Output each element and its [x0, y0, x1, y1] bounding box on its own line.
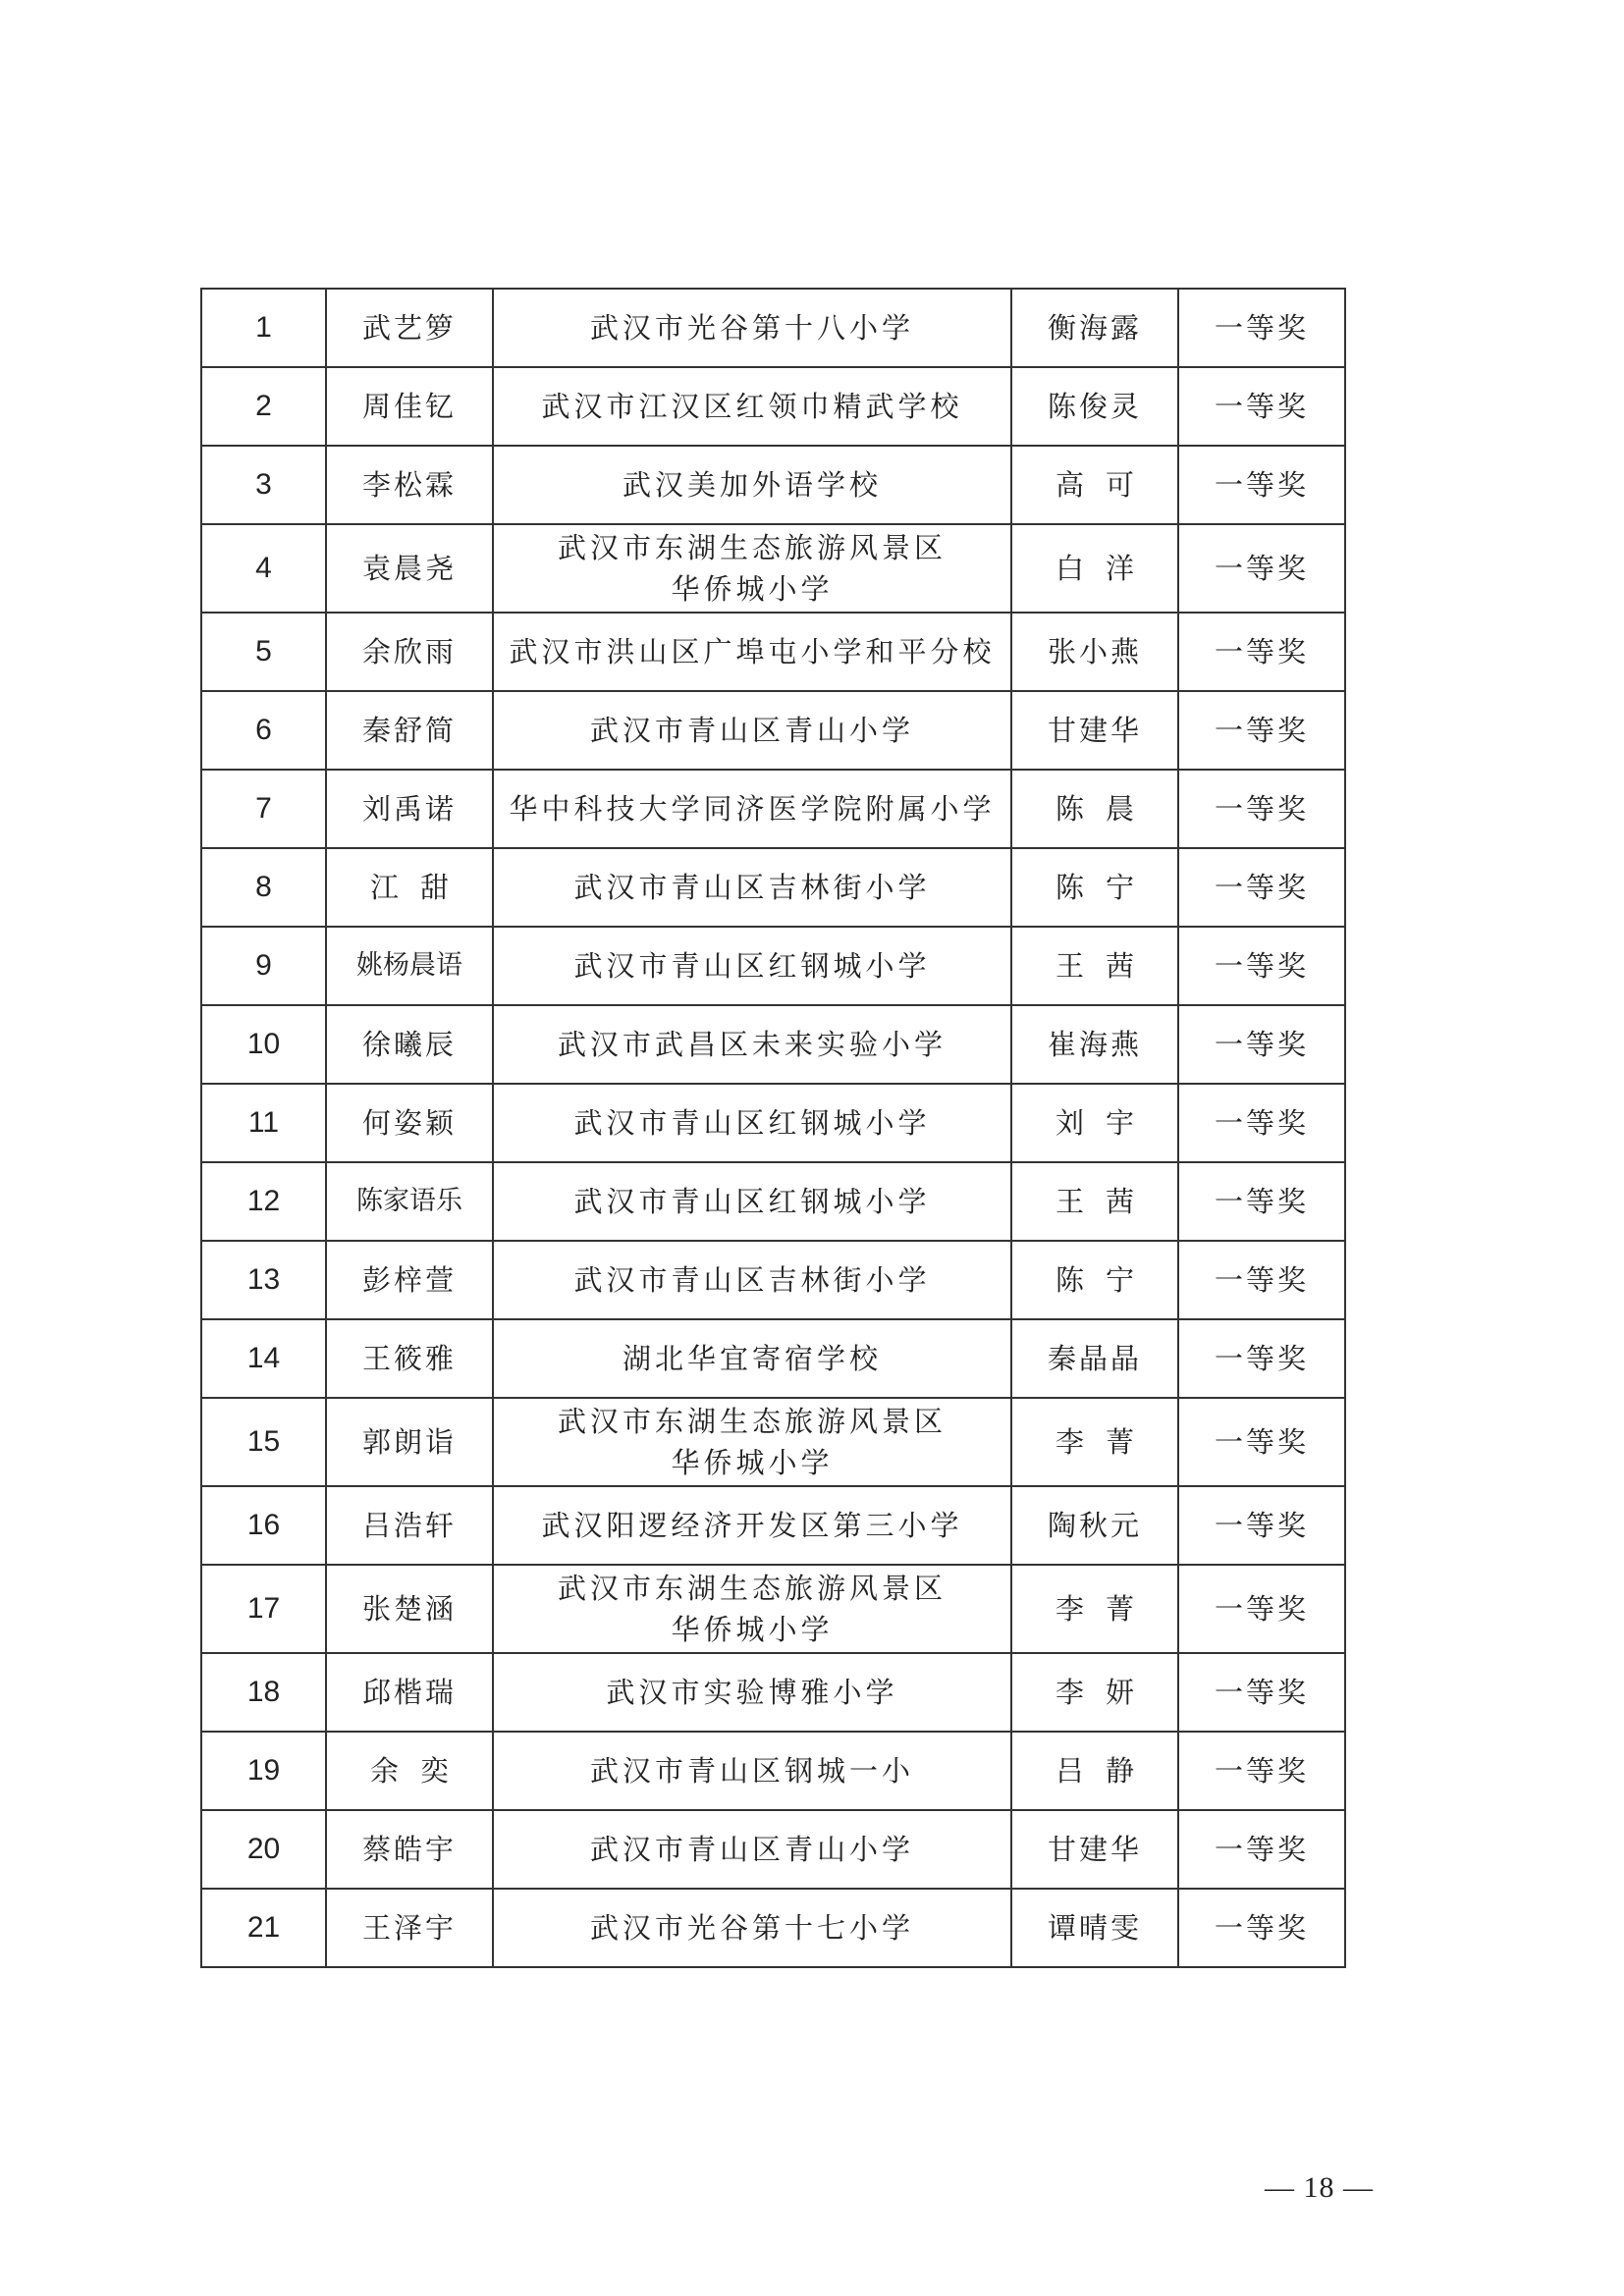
- teacher-name-cell: 王茜: [1011, 927, 1178, 1005]
- award-level-cell: 一等奖: [1178, 770, 1345, 848]
- school-cell: [493, 1889, 1011, 1967]
- school-name-line: 武汉市东湖生态旅游风景区: [557, 1572, 947, 1605]
- teacher-name-cell: 谭晴雯: [1011, 1889, 1178, 1967]
- teacher-name-cell: 高可: [1011, 446, 1178, 524]
- award-level-cell: 一等奖: [1178, 1162, 1345, 1241]
- teacher-name-cell: 甘建华: [1011, 1810, 1178, 1889]
- table-row: [201, 1084, 1345, 1162]
- student-name-cell: 徐曦辰: [326, 1005, 493, 1084]
- teacher-name-cell: 崔海燕: [1011, 1005, 1178, 1084]
- school-name-line: 武汉市洪山区广埠屯小学和平分校: [509, 635, 996, 668]
- table-row: [201, 446, 1345, 524]
- row-number-cell: 9: [201, 927, 326, 1005]
- student-name-cell: 陈家语乐: [326, 1162, 493, 1241]
- school-name-line: 武汉市青山区红钢城小学: [573, 949, 931, 983]
- school-cell: [493, 1565, 1011, 1653]
- table-row: [201, 1810, 1345, 1889]
- teacher-name-cell: 张小燕: [1011, 613, 1178, 691]
- teacher-name-cell: 吕静: [1011, 1732, 1178, 1810]
- school-name-line: 华侨城小学: [671, 1446, 834, 1479]
- row-number-cell: 1: [201, 289, 326, 367]
- page-number: — 18 —: [1265, 2171, 1374, 2204]
- award-level-cell: 一等奖: [1178, 927, 1345, 1005]
- award-level-cell: 一等奖: [1178, 613, 1345, 691]
- school-name-line: 武汉市实验博雅小学: [606, 1676, 898, 1709]
- award-level-cell: 一等奖: [1178, 367, 1345, 446]
- table-body: [201, 289, 1345, 1967]
- school-cell: [493, 1398, 1011, 1486]
- teacher-name-cell: 陈俊灵: [1011, 367, 1178, 446]
- teacher-name-cell: 秦晶晶: [1011, 1319, 1178, 1398]
- award-level-cell: 一等奖: [1178, 1398, 1345, 1486]
- table-row: [201, 1319, 1345, 1398]
- table-row: [201, 848, 1345, 927]
- school-cell: [493, 1241, 1011, 1319]
- table-row: [201, 691, 1345, 770]
- row-number-cell: 2: [201, 367, 326, 446]
- award-level-cell: 一等奖: [1178, 1319, 1345, 1398]
- school-name-line: 湖北华宜寄宿学校: [622, 1342, 882, 1375]
- school-cell: [493, 848, 1011, 927]
- table-row: [201, 289, 1345, 367]
- school-name-line: 武汉市青山区钢城一小: [589, 1754, 914, 1788]
- student-name-cell: 秦舒简: [326, 691, 493, 770]
- row-number-cell: 16: [201, 1486, 326, 1565]
- row-number-cell: 17: [201, 1565, 326, 1653]
- award-level-cell: 一等奖: [1178, 1810, 1345, 1889]
- school-cell: [493, 1653, 1011, 1732]
- student-name-cell: 邱楷瑞: [326, 1653, 493, 1732]
- teacher-name-cell: 刘宇: [1011, 1084, 1178, 1162]
- teacher-name-cell: 甘建华: [1011, 691, 1178, 770]
- student-name-cell: 彭梓萱: [326, 1241, 493, 1319]
- row-number-cell: 21: [201, 1889, 326, 1967]
- school-name-line: 武汉美加外语学校: [622, 468, 882, 502]
- school-name-line: 武汉市东湖生态旅游风景区: [557, 531, 947, 564]
- student-name-cell: 余奕: [326, 1732, 493, 1810]
- student-name-cell: 张楚涵: [326, 1565, 493, 1653]
- school-name-line: 武汉市武昌区未来实验小学: [557, 1028, 947, 1061]
- school-cell: [493, 1005, 1011, 1084]
- student-name-cell: 武艺箩: [326, 289, 493, 367]
- award-level-cell: 一等奖: [1178, 446, 1345, 524]
- row-number-cell: 8: [201, 848, 326, 927]
- school-cell: [493, 1319, 1011, 1398]
- row-number-cell: 10: [201, 1005, 326, 1084]
- row-number-cell: 20: [201, 1810, 326, 1889]
- table-row: [201, 1486, 1345, 1565]
- school-name-line: 武汉阳逻经济开发区第三小学: [541, 1509, 963, 1542]
- school-cell: [493, 1084, 1011, 1162]
- school-cell: [493, 1810, 1011, 1889]
- student-name-cell: 江甜: [326, 848, 493, 927]
- student-name-cell: 郭朗诣: [326, 1398, 493, 1486]
- school-name-line: 武汉市光谷第十八小学: [589, 311, 914, 345]
- award-level-cell: 一等奖: [1178, 1889, 1345, 1967]
- row-number-cell: 15: [201, 1398, 326, 1486]
- award-level-cell: 一等奖: [1178, 1241, 1345, 1319]
- award-level-cell: 一等奖: [1178, 848, 1345, 927]
- teacher-name-cell: 陶秋元: [1011, 1486, 1178, 1565]
- student-name-cell: 袁晨尧: [326, 524, 493, 613]
- teacher-name-cell: 李菁: [1011, 1398, 1178, 1486]
- award-level-cell: 一等奖: [1178, 1565, 1345, 1653]
- teacher-name-cell: 李妍: [1011, 1653, 1178, 1732]
- school-cell: [493, 613, 1011, 691]
- table-row: [201, 1241, 1345, 1319]
- table-row: [201, 1398, 1345, 1486]
- award-level-cell: 一等奖: [1178, 1732, 1345, 1810]
- table-row: [201, 367, 1345, 446]
- row-number-cell: 6: [201, 691, 326, 770]
- table-row: [201, 1005, 1345, 1084]
- student-name-cell: 吕浩轩: [326, 1486, 493, 1565]
- teacher-name-cell: 陈晨: [1011, 770, 1178, 848]
- school-cell: [493, 1732, 1011, 1810]
- school-name-line: 华中科技大学同济医学院附属小学: [509, 792, 996, 826]
- teacher-name-cell: 陈宁: [1011, 1241, 1178, 1319]
- school-name-line: 武汉市江汉区红领巾精武学校: [541, 390, 963, 423]
- student-name-cell: 王筱雅: [326, 1319, 493, 1398]
- student-name-cell: 刘禹诺: [326, 770, 493, 848]
- teacher-name-cell: 王茜: [1011, 1162, 1178, 1241]
- teacher-name-cell: 白洋: [1011, 524, 1178, 613]
- award-level-cell: 一等奖: [1178, 1005, 1345, 1084]
- student-name-cell: 蔡皓宇: [326, 1810, 493, 1889]
- student-name-cell: 王泽宇: [326, 1889, 493, 1967]
- school-cell: [493, 927, 1011, 1005]
- row-number-cell: 4: [201, 524, 326, 613]
- school-name-line: 华侨城小学: [671, 572, 834, 606]
- table-row: [201, 1653, 1345, 1732]
- award-level-cell: 一等奖: [1178, 691, 1345, 770]
- award-level-cell: 一等奖: [1178, 1486, 1345, 1565]
- award-level-cell: 一等奖: [1178, 289, 1345, 367]
- table-row: [201, 770, 1345, 848]
- school-name-line: 武汉市青山区青山小学: [589, 1833, 914, 1866]
- school-name-line: 武汉市青山区青山小学: [589, 714, 914, 747]
- table-row: [201, 1732, 1345, 1810]
- school-cell: [493, 691, 1011, 770]
- school-cell: [493, 1486, 1011, 1565]
- row-number-cell: 11: [201, 1084, 326, 1162]
- row-number-cell: 18: [201, 1653, 326, 1732]
- table-row: [201, 1565, 1345, 1653]
- school-cell: [493, 770, 1011, 848]
- student-name-cell: 周佳钇: [326, 367, 493, 446]
- row-number-cell: 3: [201, 446, 326, 524]
- school-name-line: 武汉市青山区红钢城小学: [573, 1185, 931, 1218]
- row-number-cell: 13: [201, 1241, 326, 1319]
- student-name-cell: 何姿颖: [326, 1084, 493, 1162]
- table-row: [201, 524, 1345, 613]
- award-level-cell: 一等奖: [1178, 1084, 1345, 1162]
- school-name-line: 武汉市青山区吉林街小学: [573, 1263, 931, 1297]
- school-name-line: 武汉市光谷第十七小学: [589, 1911, 914, 1945]
- school-name-line: 武汉市东湖生态旅游风景区: [557, 1405, 947, 1438]
- school-name-line: 武汉市青山区红钢城小学: [573, 1106, 931, 1140]
- row-number-cell: 19: [201, 1732, 326, 1810]
- student-name-cell: 余欣雨: [326, 613, 493, 691]
- teacher-name-cell: 陈宁: [1011, 848, 1178, 927]
- school-cell: [493, 367, 1011, 446]
- row-number-cell: 14: [201, 1319, 326, 1398]
- award-level-cell: 一等奖: [1178, 1653, 1345, 1732]
- student-name-cell: 李松霖: [326, 446, 493, 524]
- teacher-name-cell: 衡海露: [1011, 289, 1178, 367]
- row-number-cell: 5: [201, 613, 326, 691]
- teacher-name-cell: 李菁: [1011, 1565, 1178, 1653]
- table-row: [201, 613, 1345, 691]
- award-level-cell: 一等奖: [1178, 524, 1345, 613]
- student-name-cell: 姚杨晨语: [326, 927, 493, 1005]
- table-row: [201, 1889, 1345, 1967]
- school-cell: [493, 446, 1011, 524]
- table-row: [201, 927, 1345, 1005]
- school-name-line: 华侨城小学: [671, 1613, 834, 1646]
- row-number-cell: 12: [201, 1162, 326, 1241]
- school-name-line: 武汉市青山区吉林街小学: [573, 871, 931, 904]
- row-number-cell: 7: [201, 770, 326, 848]
- school-cell: [493, 524, 1011, 613]
- award-list-table: [200, 288, 1346, 1968]
- school-cell: [493, 289, 1011, 367]
- table-row: [201, 1162, 1345, 1241]
- school-cell: [493, 1162, 1011, 1241]
